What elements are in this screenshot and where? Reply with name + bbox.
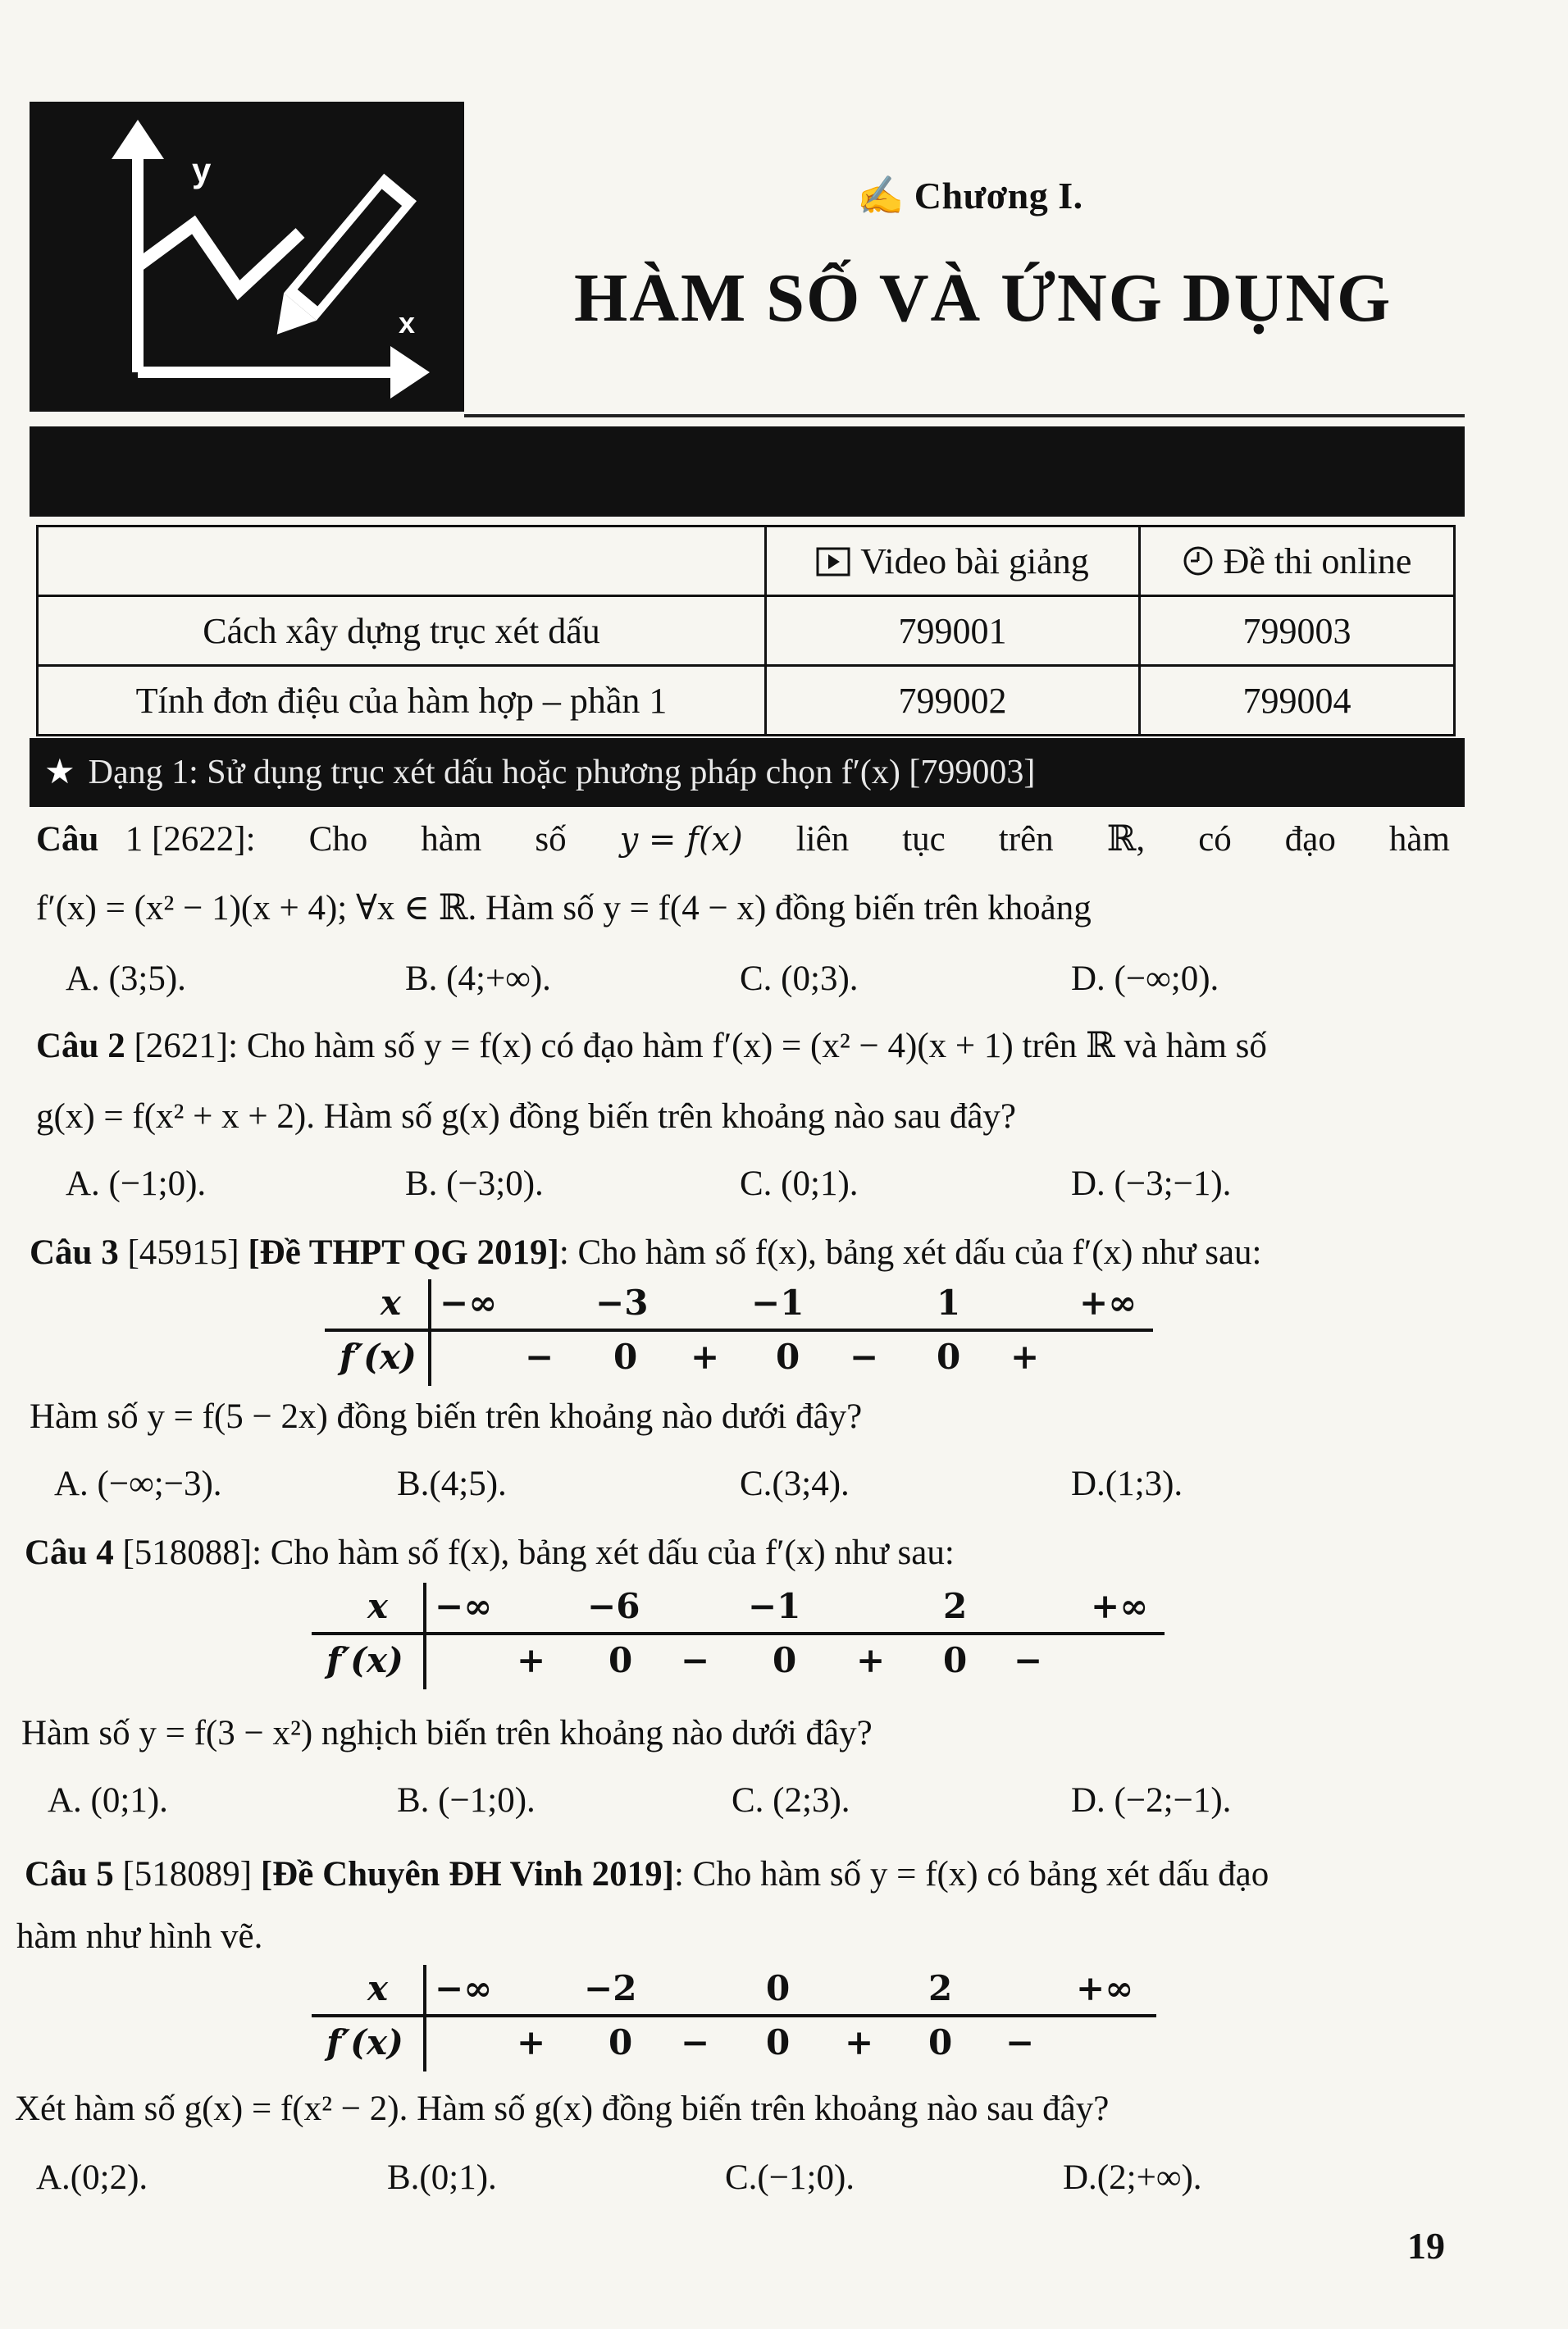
question-ref: [45915] [118,1233,248,1272]
question-source: [Đề THPT QG 2019] [248,1233,559,1272]
table-cell-exam-code: 799003 [1140,596,1455,666]
question-label: Câu 3 [30,1233,119,1272]
question-5-line-2: Xét hàm số g(x) = f(x² − 2). Hàm số g(x) đồng biến trên khoảng nào sau đây? [15,2090,1110,2128]
table-header-empty [38,526,766,596]
section-title-bar [30,738,1465,807]
clock-icon [1183,545,1214,577]
option-c: C. (2;3). [732,1781,850,1820]
section-title: Dạng 1: Sử dụng trục xét dấu hoặc phương pháp chọn f′(x) [799003] [88,754,1036,791]
table-cell-topic: Tính đơn điệu của hàm hợp – phần 1 [38,666,766,736]
option-a: A. (−1;0). [66,1164,207,1203]
x-axis-label: x [399,306,416,340]
pen-icon: ✍ [857,175,914,216]
chapter-title: HÀM SỐ VÀ ỨNG DỤNG [574,260,1393,336]
option-b: B. (4;+∞). [405,959,551,998]
question-1-line-2: f′(x) = (x² − 1)(x + 4); ∀x ∈ ℝ. Hàm số y = f(4 − x) đồng biến trên khoảng [36,889,1092,927]
question-ref: [2621]: [125,1027,239,1065]
question-ref: [518088] [113,1534,253,1572]
chapter-label: ✍ Chương I. [857,175,1083,216]
table-cell-video-code: 799002 [766,666,1140,736]
sign-table-q5: x f′(x) −∞ −2 0 2 +∞ + 0 − 0 + 0 − [312,1965,1156,2071]
star-icon: ★ [44,754,75,791]
question-5-line-1: Câu 5 [518089] [Đề Chuyên ĐH Vinh 2019]: Cho hàm số y = f(x) có bảng xét dấu đạo [25,1855,1269,1894]
graph-pencil-icon [30,102,464,412]
page-number: 19 [1407,2225,1445,2267]
question-3-line-2: Hàm số y = f(5 − 2x) đồng biến trên khoảng nào dưới đây? [30,1397,863,1436]
option-a: A. (0;1). [48,1781,168,1820]
question-4-line-2: Hàm số y = f(3 − x²) nghịch biến trên khoảng nào dưới đây? [21,1714,873,1752]
question-label: Câu 5 [25,1855,114,1894]
question-ref: 1 [2622]: [125,820,256,859]
option-a: A. (−∞;−3). [54,1465,222,1503]
option-c: C.(−1;0). [725,2158,855,2197]
table-header-row [38,526,1455,596]
video-play-icon [816,547,850,577]
table-row [38,666,1455,736]
question-3-line-1: Câu 3 [45915] [Đề THPT QG 2019]: Cho hàm số f(x), bảng xét dấu của f′(x) như sau: [30,1233,1262,1272]
question-label: Câu 4 [25,1534,114,1572]
question-1-line-1: Câu 1 [2622]: Cho hàm số y = f(x) liên tục trên ℝ, có đạo hàm [36,820,1450,859]
sign-table-q4: x f′(x) −∞ −6 −1 2 +∞ + 0 − 0 + 0 − [312,1583,1165,1689]
question-2-line-1: Câu 2 [2621]: Cho hàm số y = f(x) có đạo hàm f′(x) = (x² − 4)(x + 1) trên ℝ và hàm số [36,1027,1267,1065]
table-cell-topic: Cách xây dựng trục xét dấu [38,596,766,666]
option-b: B.(0;1). [387,2158,497,2197]
table-header-video: Video bài giảng [766,526,1140,596]
table-row [38,596,1455,666]
header-black-bar [30,426,1465,517]
table-header-exam: Đề thi online [1140,526,1455,596]
option-b: B. (−3;0). [405,1164,544,1203]
option-b: B.(4;5). [397,1465,507,1503]
option-d: D. (−3;−1). [1071,1164,1232,1203]
option-c: C. (0;1). [740,1164,859,1203]
option-d: D. (−2;−1). [1071,1781,1232,1820]
question-2-line-2: g(x) = f(x² + x + 2). Hàm số g(x) đồng biến trên khoảng nào sau đây? [36,1097,1016,1136]
table-cell-video-code: 799001 [766,596,1140,666]
sign-table-q3: x f′(x) −∞ −3 −1 1 +∞ − 0 + 0 − 0 + [325,1279,1153,1386]
y-axis-label: y [192,151,212,189]
option-b: B. (−1;0). [397,1781,536,1820]
chapter-logo [30,102,464,412]
table-cell-exam-code: 799004 [1140,666,1455,736]
option-d: D.(2;+∞). [1063,2158,1202,2197]
option-a: A. (3;5). [66,959,186,998]
option-c: C.(3;4). [740,1465,850,1503]
question-label: Câu [36,820,99,859]
option-d: D. (−∞;0). [1071,959,1219,998]
question-4-line-1: Câu 4 [518088]: Cho hàm số f(x), bảng xét dấu của f′(x) như sau: [25,1534,955,1572]
question-label: Câu 2 [36,1027,125,1065]
resource-table [36,525,1456,736]
header-divider [464,414,1465,417]
option-d: D.(1;3). [1071,1465,1183,1503]
question-5-line-1b: hàm như hình vẽ. [16,1917,263,1956]
question-source: [Đề Chuyên ĐH Vinh 2019] [260,1855,674,1894]
option-a: A.(0;2). [36,2158,148,2197]
option-c: C. (0;3). [740,959,859,998]
question-ref: [518089] [113,1855,261,1894]
